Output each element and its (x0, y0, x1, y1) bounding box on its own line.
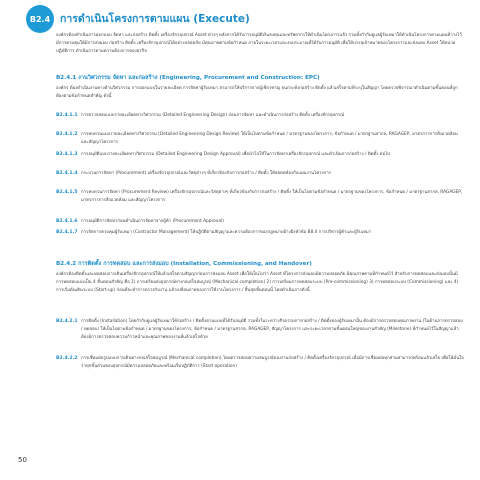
item-number: B2.4.2.1 (56, 319, 78, 324)
section-body-installation: องค์กรต้องติดตั้งและทดสอบการเดินเครื่องจักรอุปกรณ์ให้แล้วเสร็จตามสัญญาก่อนการส่งมอบ Asset เพื่อให้เป็นไปว่า Asset ที่โครงการส่งมอบมีความปลอดภัย มีคุณภาพตามที่กำหนดไว้ สำหรับการทดสอบและส่งมอบนั้นมีการทดสอบแบ่งเป็น 4 ขั้นตอนสำคัญ คือ 1) การเตรียมส่งอุปกรณ์ทางกลเสร็จสมบูรณ์ (Mechanical completion) 2) การเตรียมการทดสอบระบบ (Pre-commissioning) 3) การทดสอบระบบ (Commissioning) และ 4) การเริ่มต้นเดินระบบ (Start-up) ก่อนที่จะทำการตรวจรับงาน แล้วเปลี่ยนถ่ายของการใช้งานโครงการ / สิ้นสุดขั้นตอนนี้ โดยดำเนินการดังนี้ (56, 272, 459, 293)
item-text: การตรวจสอบแบบรายละเอียดทางวิศวกรรม (Detailed Engineering Design) ก่อนการจัดหา และดำเนินการก่อสร้าง ติดตั้ง เครื่องจักรอุปกรณ์ (81, 113, 345, 118)
item-text: การทบทวนแบบรายละเอียดทางวิศวกรรม (Detailed Engineering Design Review) ให้เป็นไปตามข้อกำหนด / มาตรฐานของโครงการ, ข้อกำหนด / มาตรฐานสากล, RAGAGEP, มาตรการการสิ่งแวดล้อม และสัญญาโครงการ (81, 132, 458, 145)
list-item (56, 218, 464, 226)
item-number: B2.4.2.2 (56, 356, 78, 361)
list-item (56, 229, 464, 237)
item-text: การทบทวนการจัดหา (Procurement Review) เครื่องจักรอุปกรณ์และวัสดุต่างๆ ที่เกี่ยวข้องกับการก่อสร้าง / ติดตั้ง ให้เป็นไปตามข้อกำหนด / มาตรฐานของโครงการ, ข้อกำหนด / มาตรฐานสากล, RAGAGEP, มาตรการการสิ่งแวดล้อม และสัญญาโครงการ (81, 190, 463, 203)
item-number: B2.4.1.4 (56, 171, 78, 176)
list-item (56, 355, 464, 371)
page-title: การดำเนินโครงการตามแผน (Execute) (60, 13, 250, 25)
list-item (56, 318, 464, 342)
section-heading-installation: B2.4.2 การติดตั้ง การทดสอบ และการส่งมอบ (Installation, Commissioning, and Handover) (56, 261, 312, 267)
section-heading-epc: B2.4.1 งานวิศวกรรม จัดหา และก่อสร้าง (Engineering, Procurement and Construction: EPC) (56, 75, 320, 81)
item-number: B2.4.1.7 (56, 230, 78, 235)
list-item (56, 189, 464, 205)
item-text: กระบวนการจัดหา (Procurement) เครื่องจักรอุปกรณ์และวัสดุต่างๆ ที่เกี่ยวข้องกับการก่อสร้าง / ติดตั้ง ให้สอดคล้องกับแผนงานโครงการ (81, 171, 331, 176)
item-text: การจัดการควบคุมผู้รับเหมา (Contractor Management) ให้ปฏิบัติตามสัญญาและความต้องการของกฎหมายอ้างอิงหัวข้อ B8.4 การบริหารผู้ค้าและผู้รับเหมา (81, 230, 372, 235)
item-text: การติดตั้ง (Installation) โดยกำกับดูแลผู้รับเหมาให้ก่อสร้าง / ติดตั้งตามแบบที่ได้รับอนุมัติ รวมทั้งในระหว่างกิจกรรมการก่อสร้าง / ติดตั้งของผู้รับเหมานั้น ต้องมีการตรวจสอบคุณภาพงาน (ในด้านการตรวจสอบ / ทดสอบ) ให้เป็นไปตามข้อกำหนด / มาตรฐานของโครงการ, ข้อกำหนด / มาตรฐานสากล, RAGAGEP, สัญญาโครงการ และระยะเวลาตามขั้นตอนใหญ่ของงานสำคัญ (Milestone) ที่กำหนดไว้ในสัญญาแล้ว ต้องมีการตรวจสอบความก้าวหน้าและคุณภาพของงานที่แล้วเสร็จด้วย (81, 319, 463, 340)
list-item (56, 151, 464, 159)
item-number: B2.4.1.6 (56, 219, 78, 224)
item-text: การอนุมัติการจัดหาก่อนดำเนินการจัดหาจากผู้ค้า (Procurement Approval) (81, 219, 224, 224)
item-number: B2.4.1.2 (56, 132, 78, 137)
list-item (56, 112, 464, 120)
page-number: 50 (18, 456, 27, 464)
item-number: B2.4.1.1 (56, 113, 78, 118)
item-text: การเชื่อมต่อรูปแบบการเดินทางกลเสร็จสมบูรณ์ (Mechanical completion) โดยตรวจสอบความสมบูรณ์ของงานก่อสร้าง / ติดตั้งเครื่องจักรอุปกรณ์ เมื่อมีการเชื่อมต่อทุกส่วนสามารถพร้อมแล้วเสร็จ เพื่อให้มั่นใจว่าทุกขั้นส่วนของอุปกรณ์มีความปลอดภัยและพร้อมเริ่มปฏิบัติการ (Start operation) (81, 356, 464, 369)
intro-paragraph: องค์กรต้องดำเนินการออกแบบ จัดหา และก่อสร้าง ติดตั้ง เครื่องจักรอุปกรณ์ Asset ต่างๆ หลังจากได้รับการอนุมัติเงินลงทุนและทรัพยากรให้ดำเนินโครงการแล้ว รวมทั้งกำกับดูแลผู้รับเหมาให้ดำเนินโครงการตามแผนที่วางไว้ มีการควบคุมให้มีการส่งมอบ ก่อสร้าง ติดตั้ง เครื่องจักรอุปกรณ์ได้อย่างปลอดภัย มีคุณภาพตามข้อกำหนด ภายในระยะเวลาและงบประมาณที่ได้รับการอนุมัติ เพื่อให้บรรลุเป้าหมายของโครงการและส่งมอบ Asset ให้หน่วยปฏิบัติการ ดำเนินการตามความต้องการของธุรกิจ (56, 33, 462, 54)
section-body-epc: องค์กร ต้องดำเนินงานทางด้านวิศวกรรม การออกแบบในรายละเอียด การจัดหาผู้รับเหมา สามารถให้บริการจากผู้เชี่ยวชาญ จนกระทั่งก่อสร้าง ติดตั้ง แล้วเสร็จตามที่ระบุในสัญญา โดยตรวจพิจารณาดำเนินตามขั้นตอนที่ถูกต้องตามข้อกำหนดสำคัญ ดังนี้ (56, 86, 458, 99)
section-badge: B2.4 (26, 5, 54, 33)
item-text: การอนุมัติแบบรายละเอียดทางวิศวกรรม (Detailed Engineering Design Approval) เพื่อนำไปใช้ในการจัดหาเครื่องจักรอุปกรณ์ และดำเนินการก่อสร้าง / ติดตั้ง ต่อไป (81, 152, 390, 157)
item-number: B2.4.1.5 (56, 190, 78, 195)
item-number: B2.4.1.3 (56, 152, 78, 157)
list-item (56, 170, 464, 178)
list-item (56, 131, 464, 147)
